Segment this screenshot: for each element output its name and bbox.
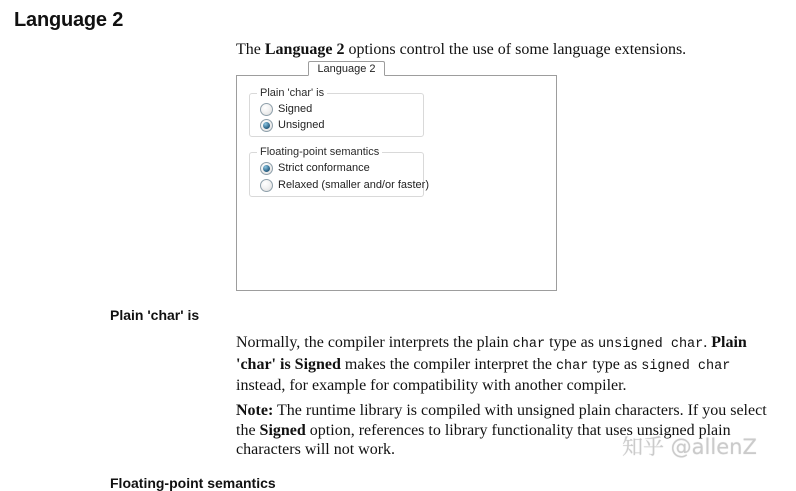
text-run: makes the compiler interpret the	[340, 355, 556, 373]
text-run: type as	[588, 355, 642, 373]
tab-language-2[interactable]	[308, 61, 385, 76]
text-run: Normally, the compiler interprets the plain	[236, 334, 513, 351]
text-run: Language 2	[264, 41, 345, 58]
radio-label: Relaxed (smaller and/or faster)	[278, 179, 430, 191]
text-run: char	[512, 337, 546, 352]
radio-icon[interactable]	[260, 103, 273, 116]
text-run: Note:	[236, 402, 274, 419]
groupbox-legend: Floating-point semantics	[257, 146, 382, 158]
text-run: options control the use of some language extensions.	[344, 41, 687, 58]
radio-icon[interactable]	[260, 162, 273, 175]
radio-option-unsigned[interactable]	[260, 118, 324, 132]
section-heading-floating-point-semantics: Floating-point semantics	[110, 475, 276, 491]
body-paragraph	[236, 333, 783, 396]
watermark: 知乎 @allenZ	[622, 435, 757, 459]
section-heading-plain-char-is: Plain 'char' is	[110, 307, 200, 323]
text-run: .	[703, 334, 712, 351]
text-run: Signed	[259, 421, 306, 439]
page-title: Language 2	[14, 9, 124, 31]
groupbox-plain-char-is	[249, 87, 424, 137]
radio-label: Unsigned	[278, 119, 325, 131]
text-run: unsigned char	[597, 337, 704, 352]
text-run: Plain 'char' is Signed	[236, 334, 747, 373]
radio-label: Signed	[278, 103, 313, 115]
radio-option-relaxed[interactable]	[260, 178, 429, 192]
radio-icon[interactable]	[260, 179, 273, 192]
radio-option-signed[interactable]	[260, 102, 312, 116]
radio-icon[interactable]	[260, 119, 273, 132]
text-run: option, references to library functionality that uses unsigned plain characters will not work.	[236, 421, 731, 458]
tab-label: Language 2	[317, 62, 376, 75]
groupbox-legend: Plain 'char' is	[257, 87, 327, 99]
radio-option-strict-conformance[interactable]	[260, 161, 370, 175]
text-run: type as	[545, 334, 598, 351]
groupbox-floating-point-semantics	[249, 146, 430, 197]
text-run: instead, for example for compatibility with another compiler.	[236, 377, 627, 394]
text-run: The runtime library is compiled with unsigned plain characters. If you select the	[236, 402, 767, 439]
radio-label: Strict conformance	[278, 162, 370, 174]
intro-paragraph	[236, 40, 782, 60]
text-run: signed char	[641, 358, 731, 374]
text-run: char	[555, 358, 589, 374]
text-run: The	[236, 41, 265, 58]
options-dialog	[236, 62, 557, 291]
